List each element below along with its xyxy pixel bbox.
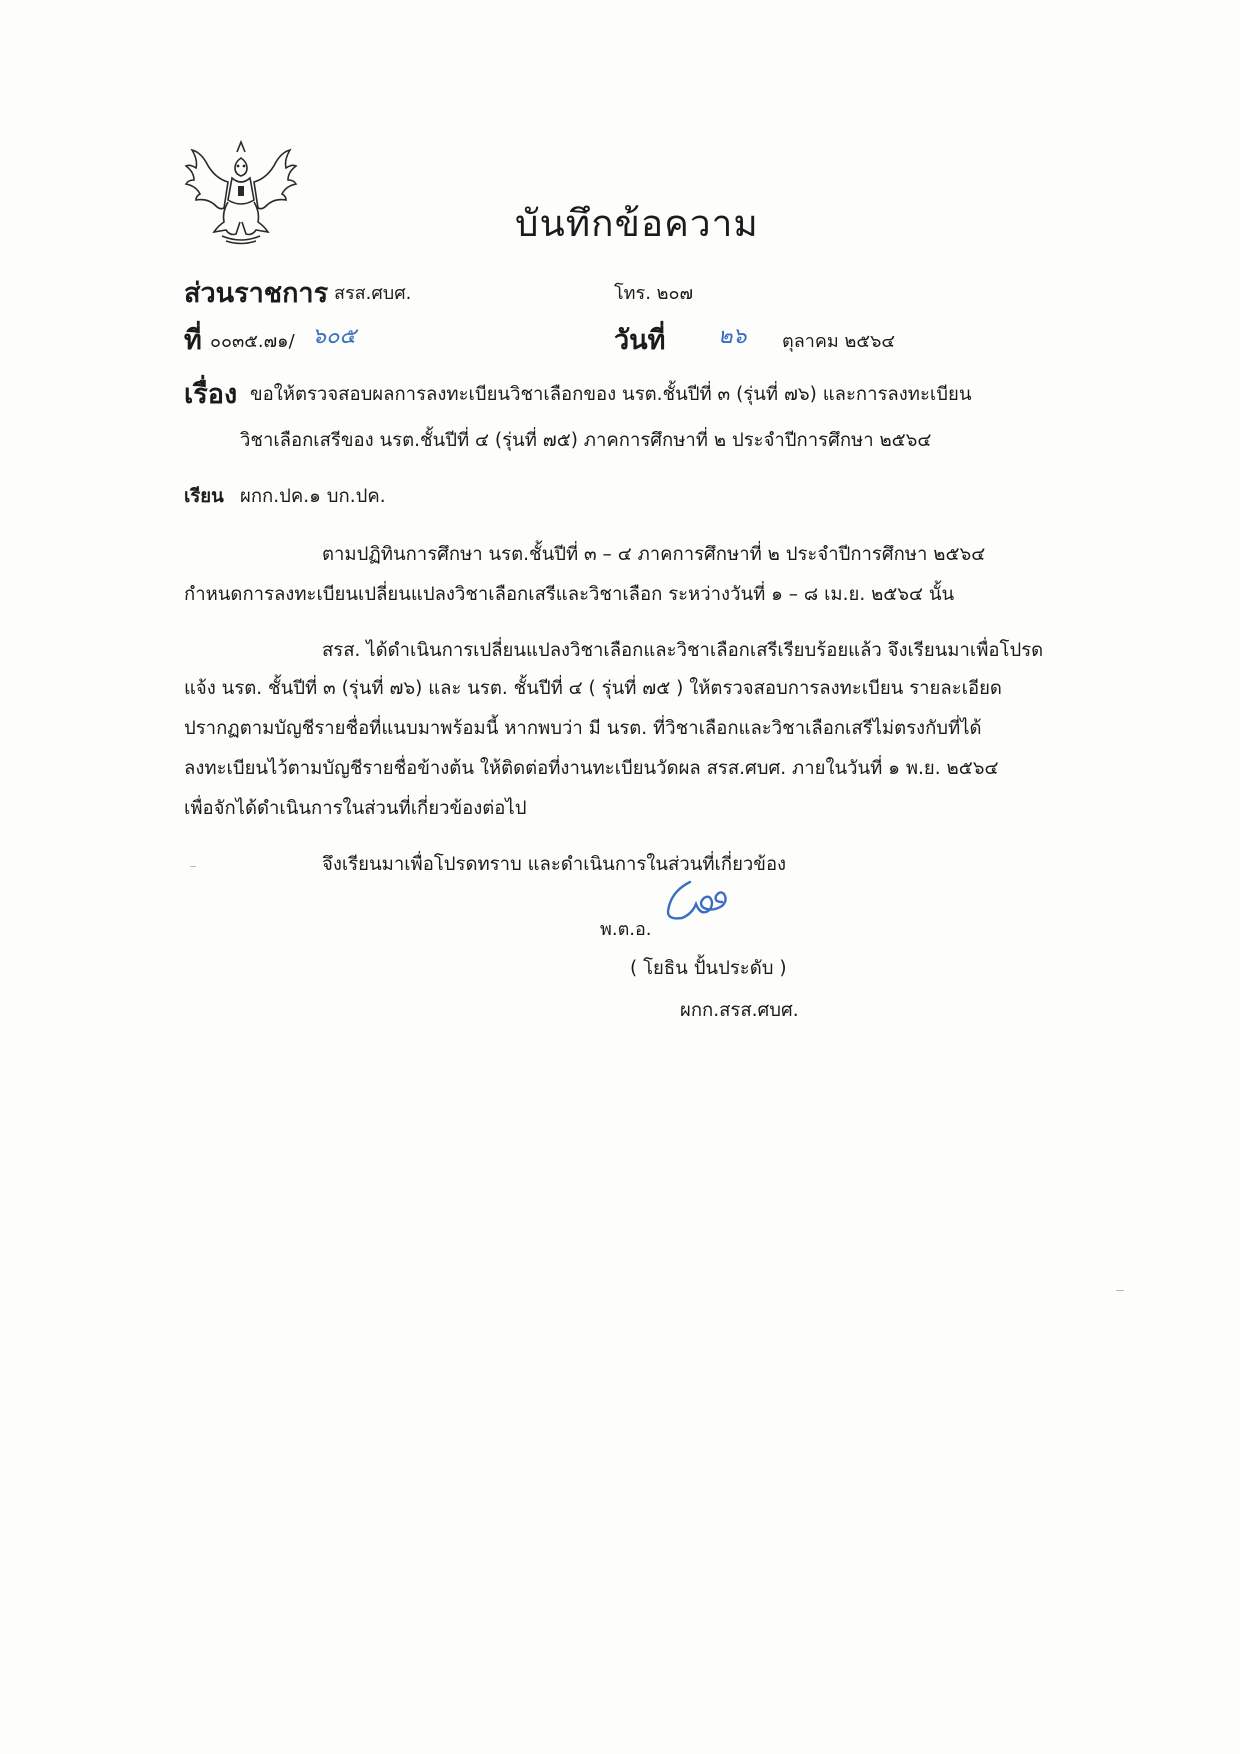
doc-number-label: ที่ bbox=[184, 325, 202, 356]
body-paragraph-1-line-2: กำหนดการลงทะเบียนเปลี่ยนแปลงวิชาเลือกเสรีและวิชาเลือก ระหว่างวันที่ ๑ – ๘ เม.ย. ๒๕๖๔ นั้น bbox=[184, 584, 955, 605]
subject-line-1: ขอให้ตรวจสอบผลการลงทะเบียนวิชาเลือกของ นรต.ชั้นปีที่ ๓ (รุ่นที่ ๗๖) และการลงทะเบียน bbox=[250, 384, 972, 405]
subject-line-2: วิชาเลือกเสรีของ นรต.ชั้นปีที่ ๔ (รุ่นที่ ๗๕) ภาคการศึกษาที่ ๒ ประจำปีการศึกษา ๒๕๖๔ bbox=[240, 430, 932, 451]
subject-label: เรื่อง bbox=[184, 379, 238, 410]
body-paragraph-2-line-3: ปรากฏตามบัญชีรายชื่อที่แนบมาพร้อมนี้ หากพบว่า มี นรต. ที่วิชาเลือกและวิชาเลือกเสรีไม่ตรงกับที่ได้ bbox=[184, 718, 982, 739]
body-paragraph-2-line-2: แจ้ง นรต. ชั้นปีที่ ๓ (รุ่นที่ ๗๖) และ นรต. ชั้นปีที่ ๔ ( รุ่นที่ ๗๕ ) ให้ตรวจสอบการลงทะเบียน รายละเอียด bbox=[184, 678, 1002, 699]
scan-mark bbox=[1116, 1290, 1124, 1291]
garuda-emblem-icon bbox=[182, 140, 300, 248]
signer-name: ( โยธิน ปั้นประดับ ) bbox=[630, 958, 787, 979]
scan-mark bbox=[190, 866, 196, 867]
recipient-label: เรียน bbox=[184, 486, 224, 507]
signer-position: ผกก.สรส.ศบศ. bbox=[680, 1000, 799, 1021]
closing-sentence: จึงเรียนมาเพื่อโปรดทราบ และดำเนินการในส่วนที่เกี่ยวข้อง bbox=[322, 854, 787, 875]
memo-title: บันทึกข้อความ bbox=[515, 202, 759, 245]
date-day-handwritten: ๒๖ bbox=[718, 324, 747, 349]
body-paragraph-2-line-4: ลงทะเบียนไว้ตามบัญชีรายชื่อข้างต้น ให้ติดต่อที่งานทะเบียนวัดผล สรส.ศบศ. ภายในวันที่ ๑ พ.ย. ๒๕๖๔ bbox=[184, 758, 999, 779]
doc-number-value: ๐๐๓๕.๗๑/ bbox=[210, 331, 295, 352]
handwritten-signature bbox=[650, 878, 740, 938]
recipient-value: ผกก.ปค.๑ บก.ปค. bbox=[240, 486, 386, 507]
date-value: ตุลาคม ๒๕๖๔ bbox=[782, 331, 895, 352]
body-paragraph-2-line-1: สรส. ได้ดำเนินการเปลี่ยนแปลงวิชาเลือกและวิชาเลือกเสรีเรียบร้อยแล้ว จึงเรียนมาเพื่อโปรด bbox=[322, 640, 1044, 661]
body-paragraph-2-line-5: เพื่อจักได้ดำเนินการในส่วนที่เกี่ยวข้องต่อไป bbox=[184, 798, 527, 819]
agency-value: สรส.ศบศ. bbox=[334, 283, 412, 304]
phone-number: โทร. ๒๐๗ bbox=[614, 283, 694, 304]
signer-rank: พ.ต.อ. bbox=[600, 919, 652, 940]
date-label: วันที่ bbox=[614, 325, 666, 356]
agency-label: ส่วนราชการ bbox=[184, 278, 329, 309]
doc-number-handwritten: ๖๐๕ bbox=[312, 324, 357, 349]
body-paragraph-1-line-1: ตามปฏิทินการศึกษา นรต.ชั้นปีที่ ๓ – ๔ ภาคการศึกษาที่ ๒ ประจำปีการศึกษา ๒๕๖๔ bbox=[322, 544, 986, 565]
